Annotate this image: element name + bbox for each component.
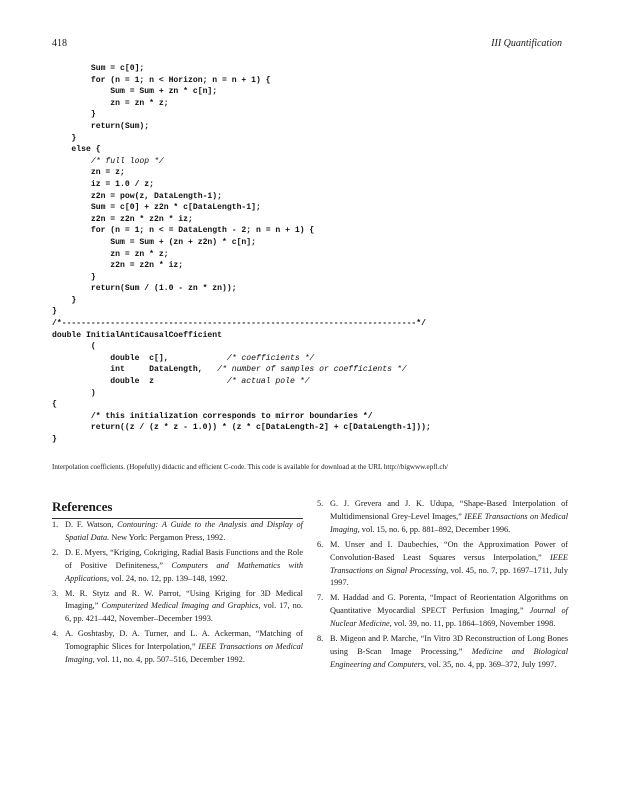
reference-number: 3.: [52, 588, 59, 598]
reference-text: [330, 499, 568, 534]
code-line: /* full loop */: [52, 156, 164, 166]
reference-segment: M. Unser and I. Daubechies, “On the Approximation Power of Convolution-Based Least Squares versus Interpolation,”: [330, 539, 568, 562]
reference-segment: M. R. Stytz and R. W. Parrot, “Using Kriging for 3D Medical Imaging,”: [65, 588, 303, 611]
reference-segment: D. F. Watson,: [65, 520, 118, 529]
references-column-right: [317, 498, 568, 674]
reference-source: Computerized Medical Imaging and Graphics,: [101, 601, 261, 611]
code-line: int DataLength, /* number of samples or coefficients */: [52, 365, 407, 375]
code-line: Sum = c[0];: [52, 64, 145, 73]
reference-number: 1.: [52, 520, 59, 529]
reference-segment: New York: Pergamon Press, 1992.: [109, 532, 226, 542]
reference-item: [52, 588, 303, 627]
reference-source: Journal of Nuclear Medicine,: [330, 606, 568, 629]
code-line: z2n = z2n * iz;: [52, 261, 184, 271]
reference-text: [330, 634, 568, 669]
code-line: return(Sum / (1.0 - zn * zn));: [52, 284, 237, 294]
code-line: zn = zn * z;: [52, 98, 169, 108]
code-line: return(Sum);: [52, 121, 150, 131]
reference-segment: vol. 24, no. 12, pp. 139–148, 1992.: [109, 573, 228, 583]
reference-segment: A. Goshtasby, D. A. Turner, and L. A. Ackerman, “Matching of Tomographic Slices for Interpolation,”: [65, 629, 303, 652]
figure-caption: Interpolation coefficients. (Hopefully) didactic and efficient C-code. This code is available for download at the URL http://bigwww.epfl.ch/: [52, 463, 449, 471]
code-line: Sum = Sum + zn * c[n];: [52, 87, 218, 97]
reference-segment: M. Haddad and G. Porenta, “Impact of Reorientation Algorithms on Quantitative Myocardial SPECT Perfusion Imaging,”: [330, 593, 568, 616]
reference-item: [52, 547, 303, 586]
code-line: z2n = z2n * z2n * iz;: [52, 214, 193, 224]
code-line: zn = zn * z;: [52, 249, 169, 259]
reference-segment: vol. 17, no. 6, pp. 421–442, November–December 1993.: [65, 601, 303, 624]
reference-item: [52, 519, 303, 545]
code-line: }: [52, 272, 96, 282]
reference-item: [52, 628, 303, 667]
code-line: (: [52, 342, 96, 352]
reference-item: [317, 633, 568, 672]
code-line: }: [52, 307, 57, 317]
reference-source: IEEE Transactions on Medical Imaging,: [65, 642, 303, 665]
reference-text: [65, 548, 303, 583]
reference-source: Medicine and Biological Engineering and Computers,: [330, 646, 569, 669]
reference-item: [317, 592, 568, 631]
reference-segment: D. E. Myers, “Kriging, Cokriging, Radial Basis Functions and the Role of Positive Definiteness,”: [65, 547, 303, 570]
code-line: double InitialAntiCausalCoefficient: [52, 330, 222, 340]
code-line: ): [52, 388, 96, 398]
code-line: Sum = c[0] + z2n * c[DataLength-1];: [52, 203, 261, 213]
code-line: else {: [52, 145, 101, 155]
code-line: /*-------------------------------------------------------------------------*/: [52, 319, 426, 329]
reference-segment: vol. 39, no. 11, pp. 1864–1869, November 1998.: [391, 619, 556, 629]
reference-item: [317, 539, 568, 591]
reference-source: Computers and Mathematics with Applications,: [65, 560, 303, 583]
reference-text: [65, 629, 303, 664]
code-line: /* this initialization corresponds to mirror boundaries */: [52, 411, 373, 421]
reference-source: Contouring: A Guide to the Analysis and Display of Spatial Data.: [65, 520, 303, 542]
reference-segment: B. Migeon and P. Marche, “In Vitro 3D Reconstruction of Long Bones using B-Scan Image Processing,”: [330, 634, 568, 656]
reference-segment: vol. 11, no. 4, pp. 507–516, December 1992.: [94, 655, 245, 665]
code-line: double z /* actual pole */: [52, 377, 310, 387]
references-section: [52, 498, 572, 778]
reference-segment: G. J. Grevera and J. K. Udupa, “Shape-Based Interpolation of Multidimensional Grey-Level Images,”: [330, 499, 568, 521]
reference-text: [330, 540, 568, 588]
reference-number: 5.: [317, 499, 324, 508]
page-number: 418: [52, 38, 67, 49]
reference-segment: vol. 45, no. 7, pp. 1697–1711, July 1997.: [330, 565, 568, 588]
code-line: {: [52, 400, 57, 410]
reference-source: IEEE Transactions on Medical Imaging,: [330, 511, 568, 534]
reference-text: [65, 520, 303, 542]
references-heading: References: [52, 499, 113, 514]
reference-segment: vol. 35, no. 4, pp. 369–372, July 1997.: [426, 659, 557, 669]
reference-number: 8.: [317, 634, 324, 644]
code-line: z2n = pow(z, DataLength-1);: [52, 191, 222, 201]
code-line: iz = 1.0 / z;: [52, 179, 154, 189]
references-column-left: [52, 519, 303, 669]
code-line: }: [52, 435, 57, 444]
reference-segment: vol. 15, no. 6, pp. 881–892, December 1996.: [359, 524, 511, 534]
code-line: Sum = Sum + (zn + z2n) * c[n];: [52, 237, 256, 247]
code-line: }: [52, 110, 96, 120]
running-head: III Quantification: [491, 38, 562, 49]
code-listing: [52, 63, 572, 446]
code-line: }: [52, 133, 77, 143]
reference-number: 2.: [52, 547, 59, 557]
code-line: zn = z;: [52, 168, 125, 178]
page-header: [52, 38, 562, 52]
code-line: return((z / (z * z - 1.0)) * (z * c[DataLength-2] + c[DataLength-1]));: [52, 423, 431, 433]
reference-number: 6.: [317, 539, 324, 549]
code-line: for (n = 1; n < Horizon; n = n + 1) {: [52, 75, 271, 85]
code-line: double c[], /* coefficients */: [52, 353, 315, 363]
reference-item: [317, 498, 568, 537]
reference-number: 4.: [52, 629, 59, 639]
reference-text: [65, 589, 303, 624]
reference-source: IEEE Transactions on Signal Processing,: [330, 552, 568, 575]
code-line: }: [52, 295, 77, 305]
reference-number: 7.: [317, 593, 324, 603]
code-line: for (n = 1; n < = DataLength - 2; n = n + 1) {: [52, 226, 315, 236]
reference-text: [330, 593, 568, 628]
